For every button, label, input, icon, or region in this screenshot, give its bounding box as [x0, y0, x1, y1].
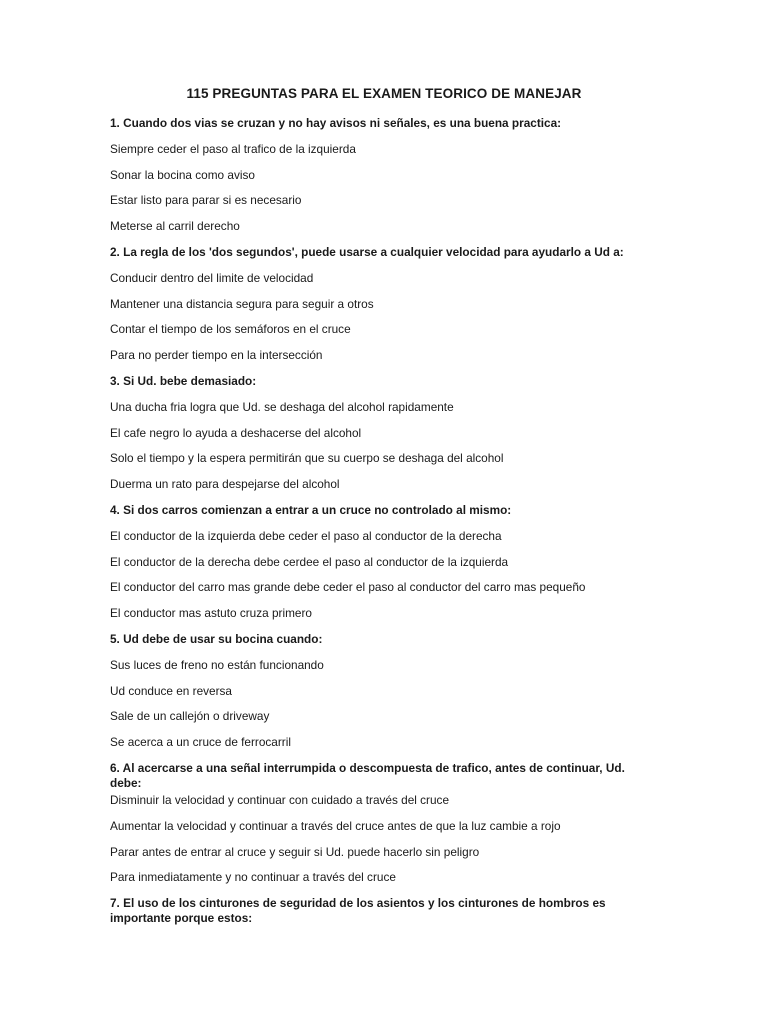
- question-1-option-d: Meterse al carril derecho: [110, 219, 240, 234]
- question-3-option-d: Duerma un rato para despejarse del alcohol: [110, 477, 340, 492]
- question-5-option-d: Se acerca a un cruce de ferrocarril: [110, 735, 291, 750]
- question-list: [110, 114, 650, 926]
- question-6-option-a: Disminuir la velocidad y continuar con cuidado a través del cruce: [110, 792, 450, 807]
- document-title: 115 PREGUNTAS PARA EL EXAMEN TEORICO DE MANEJAR: [186, 86, 582, 101]
- question-5-option-a: Sus luces de freno no están funcionando: [110, 657, 324, 672]
- question-2-option-a: Conducir dentro del limite de velocidad: [110, 270, 314, 285]
- question-2-option-c: Contar el tiempo de los semáforos en el cruce: [110, 322, 351, 337]
- question-1: 1. Cuando dos vias se cruzan y no hay avisos ni señales, es una buena practica:: [110, 116, 562, 130]
- question-3-option-a: Una ducha fria logra que Ud. se deshaga del alcohol rapidamente: [110, 399, 454, 414]
- question-6-option-d: Para inmediatamente y no continuar a través del cruce: [110, 870, 396, 885]
- question-4-option-b: El conductor de la derecha debe cerdee el paso al conductor de la izquierda: [110, 554, 509, 569]
- question-1-option-b: Sonar la bocina como aviso: [110, 167, 255, 182]
- question-6: 6. Al acercarse a una señal interrumpida o descompuesta de trafico, antes de continuar, Ud. debe:: [110, 760, 625, 790]
- question-6-option-b: Aumentar la velocidad y continuar a través del cruce antes de que la luz cambie a rojo: [110, 818, 561, 833]
- question-5: 5. Ud debe de usar su bocina cuando:: [110, 631, 323, 646]
- question-4-option-c: El conductor del carro mas grande debe ceder el paso al conductor del carro mas pequeño: [110, 580, 586, 595]
- question-3-option-c: Solo el tiempo y la espera permitirán que su cuerpo se deshaga del alcohol: [110, 451, 504, 466]
- question-1-option-c: Estar listo para parar si es necesario: [110, 193, 302, 208]
- question-2-option-d: Para no perder tiempo en la intersección: [110, 348, 323, 363]
- question-1-option-a: Siempre ceder el paso al trafico de la izquierda: [110, 141, 356, 156]
- question-5-option-b: Ud conduce en reversa: [110, 683, 232, 698]
- question-2: 2. La regla de los 'dos segundos', puede usarse a cualquier velocidad para ayudarlo a Ud a:: [110, 244, 624, 259]
- question-3-option-b: El cafe negro lo ayuda a deshacerse del alcohol: [110, 425, 362, 440]
- question-4-option-a: El conductor de la izquierda debe ceder el paso al conductor de la derecha: [110, 528, 502, 543]
- question-2-option-b: Mantener una distancia segura para seguir a otros: [110, 296, 374, 311]
- question-4-option-d: El conductor mas astuto cruza primero: [110, 606, 312, 621]
- question-6-option-c: Parar antes de entrar al cruce y seguir si Ud. puede hacerlo sin peligro: [110, 844, 480, 859]
- question-4: 4. Si dos carros comienzan a entrar a un cruce no controlado al mismo:: [110, 502, 512, 517]
- question-3: 3. Si Ud. bebe demasiado:: [110, 373, 257, 388]
- question-5-option-c: Sale de un callejón o driveway: [110, 709, 270, 724]
- question-7: 7. El uso de los cinturones de seguridad de los asientos y los cinturones de hombros es importante porque estos:: [110, 896, 606, 926]
